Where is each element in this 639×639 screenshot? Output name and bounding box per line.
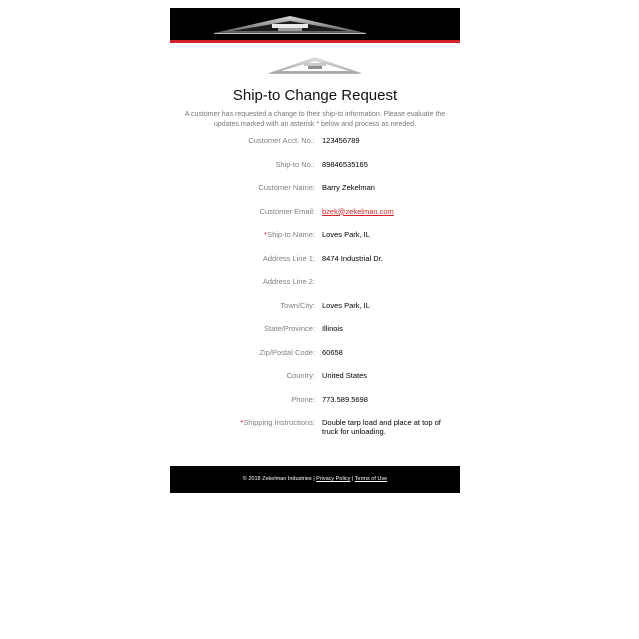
field-value-text: 8474 Industrial Dr. bbox=[322, 253, 383, 263]
field-label bbox=[170, 395, 322, 419]
field-label bbox=[170, 254, 322, 278]
zekelman-logo-icon bbox=[210, 13, 370, 35]
field-label bbox=[170, 230, 322, 254]
field-value bbox=[322, 395, 460, 419]
field-label bbox=[170, 371, 322, 395]
field-value bbox=[322, 183, 460, 207]
field-value bbox=[322, 348, 460, 372]
field-value-text: Double tarp load and place at top of truck for unloading. bbox=[322, 418, 441, 436]
copyright-text: © 2018 Zekelman Industries | bbox=[242, 476, 315, 482]
field-row bbox=[170, 254, 460, 278]
field-row bbox=[170, 418, 460, 442]
field-row bbox=[170, 324, 460, 348]
field-value-text: 773.589.5698 bbox=[322, 394, 368, 404]
field-value-text: Illinois bbox=[322, 324, 343, 333]
field-row bbox=[170, 371, 460, 395]
field-row bbox=[170, 277, 460, 301]
field-label bbox=[170, 136, 322, 160]
email-container bbox=[170, 8, 460, 493]
field-value bbox=[322, 418, 460, 442]
required-asterisk: * bbox=[264, 230, 268, 239]
field-value bbox=[322, 324, 460, 348]
field-label-text: Customer Email: bbox=[259, 206, 315, 216]
field-row bbox=[170, 160, 460, 184]
fields-table bbox=[170, 136, 460, 442]
field-label-text: State/Province: bbox=[264, 324, 315, 333]
intro-line-1: A customer has requested a change to their ship-to information. Please evaluate the bbox=[184, 111, 446, 118]
field-label bbox=[170, 207, 322, 231]
field-label-text: Customer Acct. No.: bbox=[248, 136, 315, 145]
field-label-text: Zip/Postal Code: bbox=[259, 347, 315, 357]
customer-email-link[interactable]: bzek@zekelman.com bbox=[322, 206, 394, 216]
required-asterisk: * bbox=[240, 418, 244, 427]
field-value bbox=[322, 207, 460, 231]
field-label bbox=[170, 348, 322, 372]
field-label-text: Address Line 1: bbox=[262, 253, 315, 263]
zekelman-logo-icon bbox=[267, 55, 363, 75]
field-value-text: 60658 bbox=[322, 347, 343, 357]
page-title: Ship-to Change Request bbox=[232, 87, 398, 104]
field-value bbox=[322, 136, 460, 160]
field-row bbox=[170, 230, 460, 254]
field-label bbox=[170, 324, 322, 348]
field-value bbox=[322, 254, 460, 278]
field-value-text: Loves Park, IL bbox=[322, 230, 370, 239]
field-label-text: Address Line 2: bbox=[262, 277, 315, 286]
footer-separator: | bbox=[351, 476, 354, 482]
field-label-text: Customer Name: bbox=[258, 183, 315, 192]
field-label bbox=[170, 160, 322, 184]
field-row bbox=[170, 136, 460, 160]
field-value bbox=[322, 160, 460, 184]
field-value-text: United States bbox=[322, 371, 368, 380]
field-value bbox=[322, 277, 460, 301]
field-label-text: Ship-to Name: bbox=[267, 230, 315, 239]
privacy-policy-link[interactable]: Privacy Policy bbox=[316, 476, 351, 482]
field-label-text: Phone: bbox=[291, 394, 315, 404]
field-label-text: Country: bbox=[286, 371, 315, 380]
field-value-text: Barry Zekelman bbox=[322, 183, 375, 192]
field-value bbox=[322, 230, 460, 254]
intro-line-2: updates marked with an asterisk * below and process as needed. bbox=[214, 121, 416, 128]
email-footer bbox=[170, 466, 460, 493]
field-row bbox=[170, 301, 460, 325]
field-label bbox=[170, 183, 322, 207]
field-row bbox=[170, 207, 460, 231]
field-value bbox=[322, 371, 460, 395]
field-row bbox=[170, 395, 460, 419]
field-label-text: Shipping Instructions: bbox=[243, 418, 315, 427]
field-value-text: 123456789 bbox=[322, 136, 360, 145]
field-label bbox=[170, 418, 322, 442]
field-row bbox=[170, 348, 460, 372]
intro-text bbox=[184, 110, 446, 130]
field-label-text: Town/City: bbox=[280, 300, 315, 310]
field-value-text: Loves Park, IL bbox=[322, 300, 370, 310]
field-label bbox=[170, 301, 322, 325]
field-row bbox=[170, 183, 460, 207]
terms-of-use-link[interactable]: Terms of Use bbox=[354, 476, 388, 482]
field-value-text: 89846535165 bbox=[322, 159, 368, 169]
header-accent-bar bbox=[170, 40, 460, 43]
field-value bbox=[322, 301, 460, 325]
field-label bbox=[170, 277, 322, 301]
email-header bbox=[170, 8, 460, 40]
field-label-text: Ship-to No.: bbox=[275, 159, 315, 169]
